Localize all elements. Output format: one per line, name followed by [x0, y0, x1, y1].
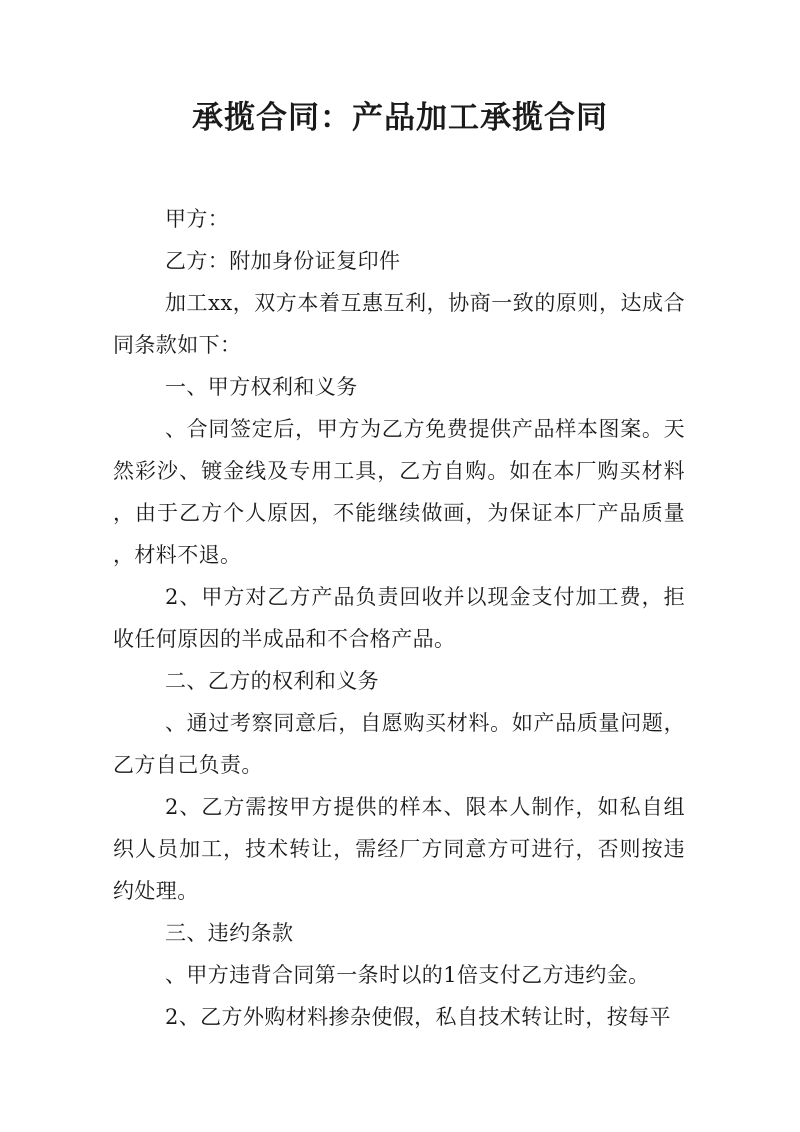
section-heading-breach: 三、违约条款	[165, 921, 294, 945]
clause-a2: 2、甲方对乙方产品负责回收并以现金支付加工费，拒收任何原因的半成品和不合格产品。	[113, 585, 685, 651]
intro-paragraph: 加工xx，双方本着互惠互利，协商一致的原则，达成合同条款如下：	[113, 291, 685, 357]
section-heading-party-a: 一、甲方权利和义务	[165, 375, 358, 399]
section-heading-party-b: 二、乙方的权利和义务	[165, 669, 379, 693]
document-title: 承揽合同：产品加工承揽合同	[192, 100, 608, 136]
clause-c2: 2、乙方外购材料掺杂使假，私自技术转让时，按每平	[165, 1005, 671, 1029]
document-body	[113, 198, 685, 1038]
party-a-line: 甲方：	[165, 207, 230, 231]
clause-c1: 、甲方违背合同第一条时以的1倍支付乙方违约金。	[165, 963, 650, 987]
clause-b1: 、通过考察同意后，自愿购买材料。如产品质量问题，乙方自己负责。	[113, 711, 685, 777]
clause-a1: 、合同签定后，甲方为乙方免费提供产品样本图案。天然彩沙、镀金线及专用工具，乙方自购。如在本厂购买材料，由于乙方个人原因，不能继续做画，为保证本厂产品质量，材料不退。	[113, 417, 685, 567]
party-b-line: 乙方：附加身份证复印件	[165, 249, 401, 273]
clause-b2: 2、乙方需按甲方提供的样本、限本人制作，如私自组织人员加工，技术转让，需经厂方同意方可进行，否则按违约处理。	[113, 795, 685, 903]
